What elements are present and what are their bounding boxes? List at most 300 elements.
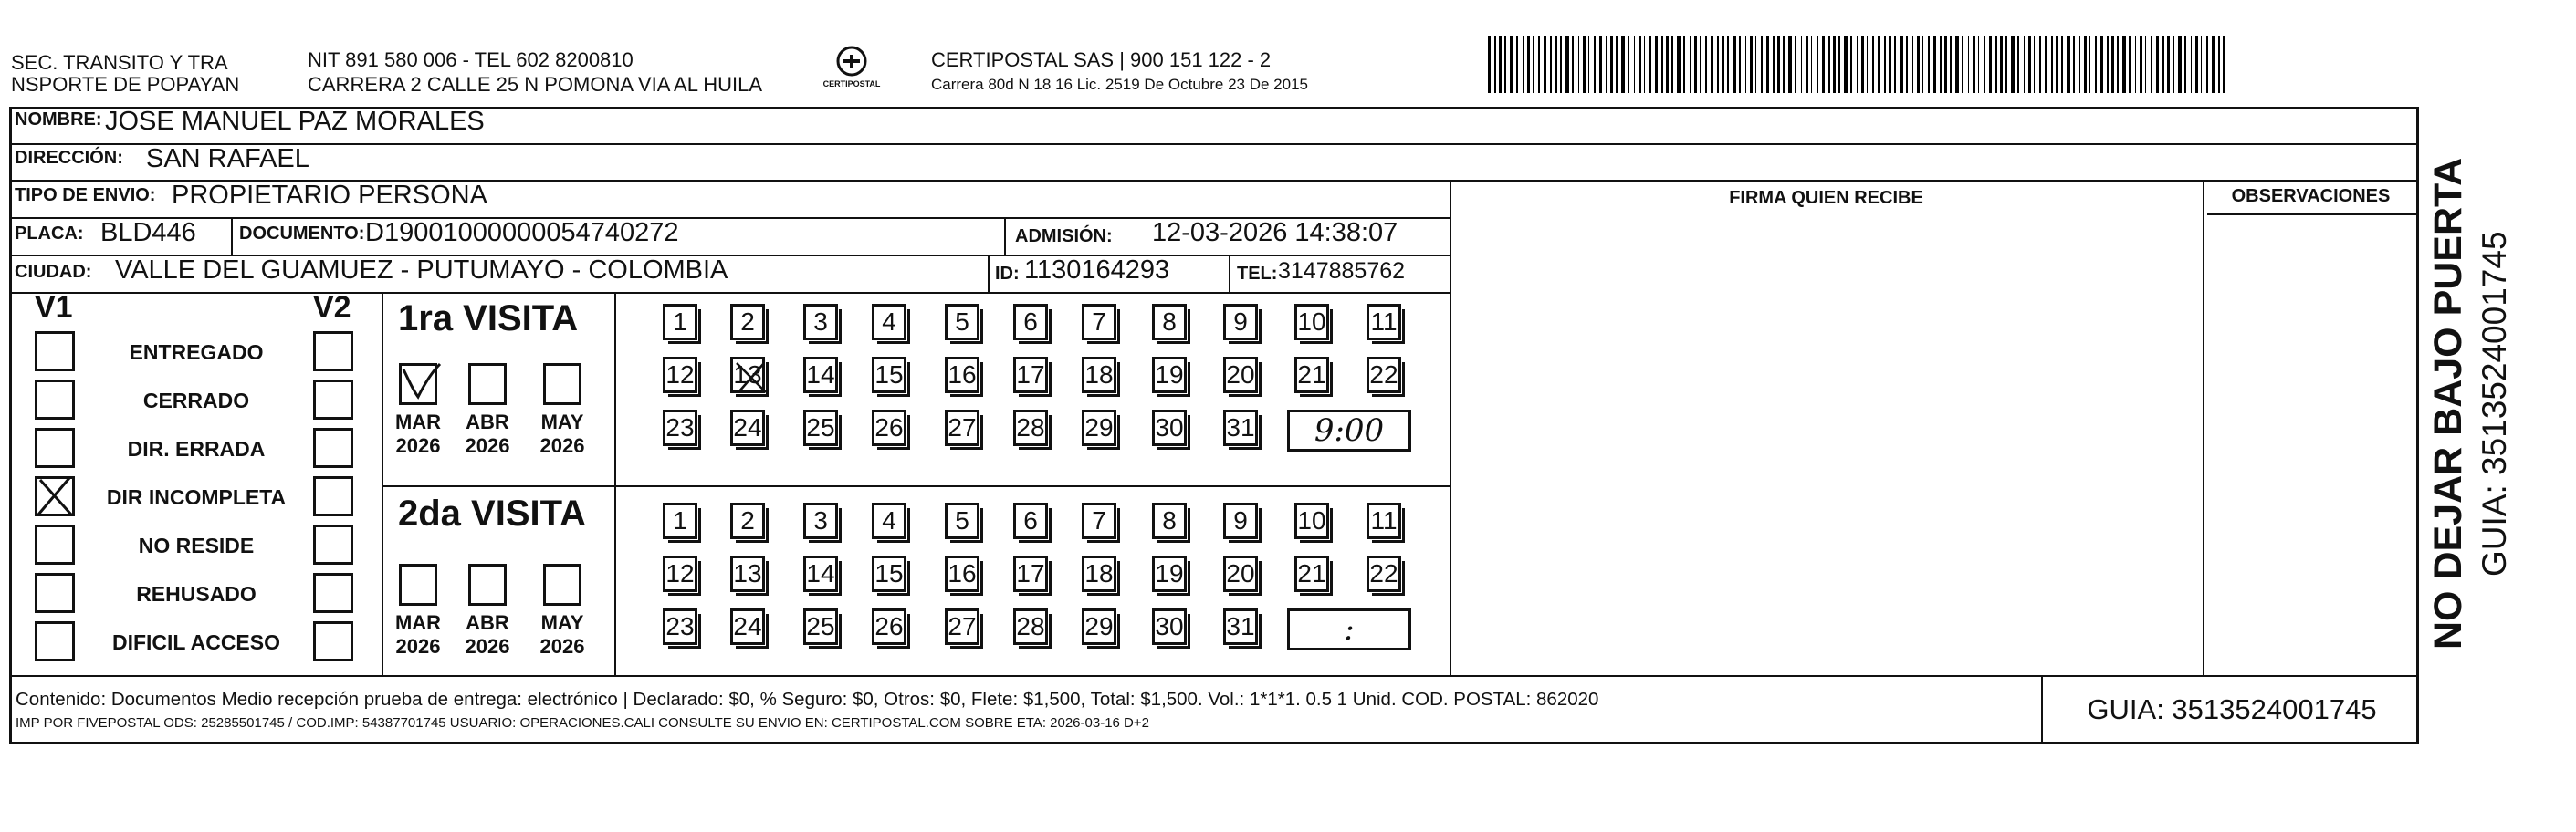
day-box-18[interactable]	[1082, 556, 1116, 592]
day-number: 2	[740, 506, 755, 535]
barcode-bar	[1621, 36, 1625, 93]
day-box-2[interactable]	[730, 503, 765, 539]
day-box-27[interactable]	[945, 608, 979, 645]
barcode-bar	[1795, 36, 1796, 93]
time-field[interactable]: 9:00	[1287, 410, 1411, 452]
barcode-bar	[2162, 36, 2164, 93]
barcode-bar	[1928, 36, 1930, 93]
barcode-bar	[2034, 36, 2035, 93]
day-box-21[interactable]	[1294, 556, 1329, 592]
day-box-21[interactable]	[1294, 357, 1329, 393]
barcode-bar	[1777, 36, 1780, 93]
placa-label: PLACA:	[15, 224, 84, 244]
logo-text: CERTIPOSTAL	[822, 79, 881, 88]
tel-label: TEL:	[1237, 264, 1278, 284]
day-box-6[interactable]	[1013, 304, 1048, 340]
barcode-bar	[2089, 36, 2090, 93]
barcode-bar	[2223, 36, 2225, 93]
day-box-19[interactable]	[1152, 357, 1187, 393]
barcode-bar	[2100, 36, 2103, 93]
month-checkbox-abr[interactable]	[468, 564, 507, 606]
day-box-9[interactable]	[1223, 503, 1258, 539]
barcode-bar	[1872, 36, 1874, 93]
barcode-bar	[1599, 36, 1602, 93]
barcode-bar	[1811, 36, 1812, 93]
month-checkbox-mar[interactable]	[399, 363, 437, 405]
certipostal-logo	[815, 39, 888, 103]
barcode-bar	[1700, 36, 1701, 93]
year-label-may: 2026	[539, 434, 585, 457]
barcode-bar	[1516, 36, 1518, 93]
barcode-bar	[1973, 36, 1975, 93]
barcode-bar	[1594, 36, 1596, 93]
day-box-16[interactable]	[945, 357, 979, 393]
barcode-bar	[1666, 36, 1669, 93]
day-number: 23	[665, 612, 695, 640]
barcode-bar	[1583, 36, 1586, 93]
day-number: 3	[813, 307, 828, 336]
barcode-bar	[1628, 36, 1629, 93]
visit2-title: 2da VISITA	[398, 494, 586, 534]
barcode-bar	[1955, 36, 1959, 93]
barcode-bar	[1634, 36, 1635, 93]
barcode-bar	[2145, 36, 2146, 93]
day-box-10[interactable]	[1294, 304, 1329, 340]
barcode-bar	[1750, 36, 1753, 93]
v2-checkbox-1[interactable]	[313, 331, 353, 371]
day-box-18[interactable]	[1082, 357, 1116, 393]
day-number: 1	[673, 307, 687, 336]
barcode-bar	[1733, 36, 1736, 93]
day-box-8[interactable]	[1152, 503, 1187, 539]
day-box-23[interactable]	[663, 608, 697, 645]
barcode-bar	[2129, 36, 2131, 93]
status-label-2: CERRADO	[142, 389, 250, 412]
id-label: ID:	[995, 264, 1020, 284]
month-label-abr: ABR	[466, 611, 509, 634]
barcode-bar	[2111, 36, 2114, 93]
barcode-bar	[2084, 36, 2087, 93]
barcode-bar	[1616, 36, 1618, 93]
barcode-bar	[1533, 36, 1534, 93]
day-box-1[interactable]	[663, 304, 697, 340]
v1-label: V1	[35, 290, 73, 325]
barcode-bar	[1527, 36, 1530, 93]
barcode-bar	[1861, 36, 1864, 93]
day-box-28[interactable]	[1013, 410, 1048, 446]
day-box-2[interactable]	[730, 304, 765, 340]
barcode-bar	[1722, 36, 1724, 93]
barcode-bar	[2011, 36, 2015, 93]
day-box-30[interactable]	[1152, 410, 1187, 446]
barcode-bar	[1906, 36, 1908, 93]
day-box-30[interactable]	[1152, 608, 1187, 645]
day-number: 12	[665, 360, 695, 389]
day-box-17[interactable]	[1013, 357, 1048, 393]
day-box-3[interactable]	[803, 503, 838, 539]
barcode-bar	[2173, 36, 2174, 93]
barcode-bar	[2201, 36, 2202, 93]
day-box-14[interactable]	[803, 357, 838, 393]
day-number: 8	[1162, 307, 1177, 336]
day-box-22[interactable]	[1367, 556, 1401, 592]
day-box-5[interactable]	[945, 304, 979, 340]
barcode-bar	[2107, 36, 2109, 93]
barcode-bar	[2056, 36, 2058, 93]
barcode-bar	[2017, 36, 2019, 93]
sender-name-line2: NSPORTE DE POPAYAN	[11, 73, 240, 96]
barcode-bar	[1494, 36, 1496, 93]
barcode-bar	[1727, 36, 1729, 93]
day-number: 22	[1369, 360, 1398, 389]
day-number: 15	[874, 559, 904, 588]
day-number: 20	[1226, 360, 1255, 389]
year-label-mar: 2026	[395, 635, 441, 658]
status-label-1: ENTREGADO	[129, 340, 264, 364]
day-box-24[interactable]	[730, 410, 765, 446]
day-box-11[interactable]	[1367, 503, 1401, 539]
month-label-abr: ABR	[466, 411, 509, 433]
day-box-4[interactable]	[872, 503, 906, 539]
barcode-bar	[1857, 36, 1858, 93]
barcode-bar	[1766, 36, 1769, 93]
year-label-abr: 2026	[465, 434, 510, 457]
barcode-bar	[1544, 36, 1546, 93]
day-number: 26	[874, 413, 904, 442]
day-box-7[interactable]	[1082, 503, 1116, 539]
day-box-13[interactable]	[730, 556, 765, 592]
barcode-bar	[1894, 36, 1896, 93]
barcode-bar	[2206, 36, 2208, 93]
v1-checkbox-5[interactable]	[35, 525, 75, 565]
v1-checkbox-7[interactable]	[35, 621, 75, 661]
barcode-bar	[1922, 36, 1923, 93]
day-number: 22	[1369, 559, 1398, 588]
day-box-5[interactable]	[945, 503, 979, 539]
day-number: 15	[874, 360, 904, 389]
day-number: 30	[1155, 612, 1184, 640]
barcode-bar	[1705, 36, 1707, 93]
barcode-bar	[2061, 36, 2063, 93]
day-number: 11	[1370, 307, 1398, 336]
day-box-25[interactable]	[803, 410, 838, 446]
day-box-19[interactable]	[1152, 556, 1187, 592]
day-box-8[interactable]	[1152, 304, 1187, 340]
year-label-may: 2026	[539, 635, 585, 658]
barcode-bar	[1565, 36, 1569, 93]
barcode-bar	[1555, 36, 1557, 93]
tel-value: 3147885762	[1278, 258, 1406, 284]
barcode-bar	[2005, 36, 2007, 93]
barcode-bar	[2095, 36, 2097, 93]
barcode-bar	[1739, 36, 1741, 93]
admision-label: ADMISIÓN:	[1015, 226, 1113, 246]
day-number: 7	[1092, 307, 1106, 336]
barcode-bar	[1639, 36, 1641, 93]
day-box-15[interactable]	[872, 556, 906, 592]
day-number: 1	[673, 506, 687, 535]
day-box-7[interactable]	[1082, 304, 1116, 340]
day-number: 29	[1084, 413, 1114, 442]
day-box-1[interactable]	[663, 503, 697, 539]
v2-checkbox-2[interactable]	[313, 380, 353, 420]
day-number: 19	[1155, 360, 1184, 389]
barcode-bar	[1822, 36, 1825, 93]
day-number: 29	[1084, 612, 1114, 640]
day-box-12[interactable]	[663, 556, 697, 592]
day-number: 25	[806, 612, 835, 640]
no-dejar-bajo-puerta: NO DEJAR BAJO PUERTA	[2426, 157, 2470, 650]
observaciones-label: OBSERVACIONES	[2231, 186, 2391, 206]
barcode-bar	[1745, 36, 1746, 93]
day-number: 4	[882, 307, 896, 336]
barcode-bar	[1828, 36, 1830, 93]
day-number: 9	[1233, 307, 1248, 336]
month-label-may: MAY	[540, 411, 584, 433]
barcode-bar	[1773, 36, 1775, 93]
day-number: 21	[1297, 360, 1326, 389]
day-box-31[interactable]	[1223, 410, 1258, 446]
barcode-bar	[2000, 36, 2003, 93]
barcode-bar	[1610, 36, 1613, 93]
day-box-6[interactable]	[1013, 503, 1048, 539]
barcode-bar	[1560, 36, 1562, 93]
day-number: 9	[1233, 506, 1248, 535]
barcode-bar	[2191, 36, 2192, 93]
month-checkbox-may[interactable]	[543, 363, 581, 405]
barcode-bar	[1833, 36, 1836, 93]
day-number: 28	[1016, 413, 1045, 442]
day-box-4[interactable]	[872, 304, 906, 340]
month-checkbox-mar[interactable]	[399, 564, 437, 606]
v1-checkbox-2[interactable]	[35, 380, 75, 420]
direccion-value: SAN RAFAEL	[146, 144, 309, 173]
direccion-label: DIRECCIÓN:	[15, 148, 123, 168]
day-number: 25	[806, 413, 835, 442]
v2-checkbox-3[interactable]	[313, 428, 353, 468]
day-box-3[interactable]	[803, 304, 838, 340]
barcode-bar	[1761, 36, 1763, 93]
time-field[interactable]: :	[1287, 608, 1411, 650]
day-number: 14	[806, 559, 835, 588]
barcode-bar	[1917, 36, 1920, 93]
barcode-bar	[2212, 36, 2215, 93]
barcode-bar	[1884, 36, 1886, 93]
barcode-bar	[2195, 36, 2198, 93]
day-number: 11	[1370, 506, 1398, 535]
day-box-15[interactable]	[872, 357, 906, 393]
barcode-bar	[2051, 36, 2053, 93]
day-box-20[interactable]	[1223, 556, 1258, 592]
day-number: 3	[813, 506, 828, 535]
barcode-bar	[2045, 36, 2047, 93]
day-number: 16	[948, 559, 977, 588]
barcode-bar	[1690, 36, 1691, 93]
v2-checkbox-5[interactable]	[313, 525, 353, 565]
day-number: 18	[1084, 360, 1114, 389]
day-number: 20	[1226, 559, 1255, 588]
barcode-icon	[1488, 36, 2232, 93]
barcode-bar	[1844, 36, 1848, 93]
v1-checkbox-1[interactable]	[35, 331, 75, 371]
ciudad-value: VALLE DEL GUAMUEZ - PUTUMAYO - COLOMBIA	[115, 255, 728, 285]
barcode-bar	[1912, 36, 1913, 93]
side-guia: GUIA: 3513524001745	[2476, 231, 2513, 577]
day-number: 8	[1162, 506, 1177, 535]
firma-label: FIRMA QUIEN RECIBE	[1729, 188, 1923, 208]
sender-name-line1: SEC. TRANSITO Y TRA	[11, 51, 228, 74]
barcode-bar	[2178, 36, 2182, 93]
barcode-bar	[1644, 36, 1645, 93]
barcode-bar	[1838, 36, 1840, 93]
contenido-line: Contenido: Documentos Medio recepción prueba de entrega: electrónico | Declarado: $0, % Seguro: $0, Otros: $0, Flete: $1,500, Total: $1,500. Vol.: 1*1*1. 0.5 1 Unid. COD. POSTAL: 862020	[16, 689, 1599, 710]
barcode-bar	[2151, 36, 2152, 93]
nombre-value: JOSE MANUEL PAZ MORALES	[105, 107, 485, 136]
day-number: 16	[948, 360, 977, 389]
status-label-4: DIR INCOMPLETA	[106, 485, 287, 509]
day-box-27[interactable]	[945, 410, 979, 446]
v2-checkbox-6[interactable]	[313, 573, 353, 613]
day-box-11[interactable]	[1367, 304, 1401, 340]
day-box-14[interactable]	[803, 556, 838, 592]
day-number: 19	[1155, 559, 1184, 588]
day-number: 10	[1297, 506, 1326, 535]
id-value: 1130164293	[1024, 255, 1170, 285]
day-box-10[interactable]	[1294, 503, 1329, 539]
day-box-12[interactable]	[663, 357, 697, 393]
tipo-envio-value: PROPIETARIO PERSONA	[172, 181, 487, 210]
barcode-bar	[2167, 36, 2170, 93]
day-box-24[interactable]	[730, 608, 765, 645]
year-label-abr: 2026	[465, 635, 510, 658]
day-number: 14	[806, 360, 835, 389]
admision-value: 12-03-2026 14:38:07	[1152, 218, 1398, 247]
barcode-bar	[1984, 36, 1985, 93]
day-number: 31	[1226, 413, 1255, 442]
barcode-bar	[2079, 36, 2080, 93]
day-number: 7	[1092, 506, 1106, 535]
v1-checkbox-4[interactable]	[35, 476, 75, 516]
day-number: 27	[948, 612, 977, 640]
day-box-28[interactable]	[1013, 608, 1048, 645]
barcode-bar	[1940, 36, 1942, 93]
day-box-16[interactable]	[945, 556, 979, 592]
barcode-bar	[1694, 36, 1697, 93]
day-box-13[interactable]	[730, 357, 765, 393]
status-label-3: DIR. ERRADA	[127, 437, 266, 461]
day-box-26[interactable]	[872, 410, 906, 446]
barcode-bar	[1677, 36, 1681, 93]
barcode-bar	[1944, 36, 1947, 93]
nombre-row	[15, 109, 102, 130]
barcode-bar	[1523, 36, 1524, 93]
day-number: 10	[1297, 307, 1326, 336]
month-checkbox-abr[interactable]	[468, 363, 507, 405]
barcode-bar	[2039, 36, 2041, 93]
guia-box: GUIA: 3513524001745	[2087, 693, 2377, 725]
barcode-bar	[1671, 36, 1673, 93]
day-box-20[interactable]	[1223, 357, 1258, 393]
day-box-29[interactable]	[1082, 410, 1116, 446]
barcode-bar	[1889, 36, 1891, 93]
barcode-bar	[1488, 36, 1491, 93]
day-number: 2	[740, 307, 755, 336]
day-box-31[interactable]	[1223, 608, 1258, 645]
barcode-bar	[2218, 36, 2220, 93]
day-number: 30	[1155, 413, 1184, 442]
month-checkbox-may[interactable]	[543, 564, 581, 606]
day-box-17[interactable]	[1013, 556, 1048, 592]
documento-label: DOCUMENTO:	[239, 224, 365, 244]
tipo-envio-label: TIPO DE ENVIO:	[15, 185, 156, 205]
barcode-bar	[1572, 36, 1574, 93]
barcode-bar	[1878, 36, 1880, 93]
barcode-bar	[1578, 36, 1579, 93]
day-box-9[interactable]	[1223, 304, 1258, 340]
v2-label: V2	[313, 290, 351, 325]
barcode-bar	[2140, 36, 2142, 93]
day-number: 18	[1084, 559, 1114, 588]
day-number: 5	[955, 307, 969, 336]
barcode-bar	[1801, 36, 1802, 93]
month-label-may: MAY	[540, 611, 584, 634]
barcode-bar	[2024, 36, 2025, 93]
barcode-bar	[1933, 36, 1936, 93]
day-number: 26	[874, 612, 904, 640]
day-number: 17	[1016, 559, 1045, 588]
barcode-bar	[1661, 36, 1663, 93]
company-name: CERTIPOSTAL SAS | 900 151 122 - 2	[931, 48, 1272, 71]
day-number: 4	[882, 506, 896, 535]
day-box-23[interactable]	[663, 410, 697, 446]
month-label-mar: MAR	[394, 411, 442, 433]
v1-checkbox-6[interactable]	[35, 573, 75, 613]
v1-checkbox-3[interactable]	[35, 428, 75, 468]
day-box-22[interactable]	[1367, 357, 1401, 393]
barcode-bar	[2067, 36, 2070, 93]
month-label-mar: MAR	[394, 611, 442, 634]
nombre-label: NOMBRE:	[15, 109, 102, 130]
barcode-bar	[1788, 36, 1792, 93]
barcode-bar	[1711, 36, 1713, 93]
day-number: 24	[733, 413, 762, 442]
barcode-bar	[1550, 36, 1552, 93]
barcode-bar	[2184, 36, 2186, 93]
v2-checkbox-4[interactable]	[313, 476, 353, 516]
sender-address: CARRERA 2 CALLE 25 N POMONA VIA AL HUILA	[308, 73, 763, 96]
day-box-25[interactable]	[803, 608, 838, 645]
barcode-bar	[1717, 36, 1719, 93]
day-box-26[interactable]	[872, 608, 906, 645]
day-number: 6	[1023, 506, 1038, 535]
v2-checkbox-7[interactable]	[313, 621, 353, 661]
sender-nit: NIT 891 580 006 - TEL 602 8200810	[308, 48, 634, 71]
barcode-bar	[1867, 36, 1868, 93]
day-box-29[interactable]	[1082, 608, 1116, 645]
day-number: 6	[1023, 307, 1038, 336]
placa-value: BLD446	[100, 218, 196, 247]
day-number: 31	[1226, 612, 1255, 640]
barcode-bar	[1962, 36, 1963, 93]
barcode-bar	[1989, 36, 1992, 93]
barcode-bar	[2122, 36, 2126, 93]
barcode-bar	[1755, 36, 1756, 93]
barcode-bar	[2135, 36, 2136, 93]
documento-value: D19001000000054740272	[365, 218, 679, 247]
barcode-bar	[2117, 36, 2119, 93]
barcode-bar	[1655, 36, 1658, 93]
day-number: 21	[1297, 559, 1326, 588]
